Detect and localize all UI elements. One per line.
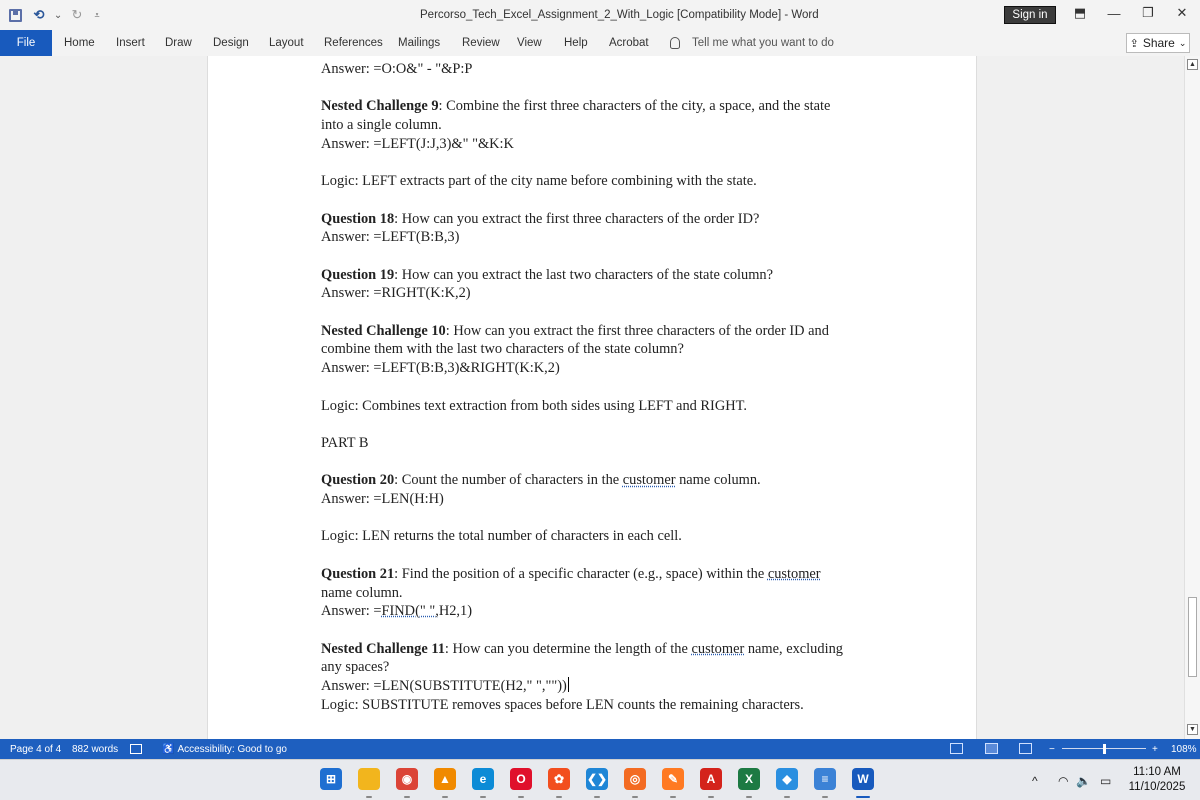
page-count[interactable]: Page 4 of 4	[10, 743, 62, 755]
question-heading: Nested Challenge 9	[321, 98, 439, 115]
print-layout-icon[interactable]	[985, 743, 998, 754]
document-line	[321, 210, 866, 229]
document-line	[321, 565, 866, 584]
line-text-after: name, excluding	[744, 640, 843, 657]
document-line	[321, 60, 866, 79]
web-layout-icon[interactable]	[1019, 743, 1032, 754]
zoom-slider-handle[interactable]	[1103, 744, 1106, 754]
blank-line	[321, 191, 866, 210]
line-text: : Find the position of a specific character (e.g., space) within the	[394, 565, 768, 582]
zoom-out-button[interactable]: −	[1049, 743, 1055, 755]
tab-references[interactable]: References	[324, 37, 383, 49]
line-text: Answer: =LEFT(J:J,3)&" "&K:K	[321, 135, 514, 152]
running-indicator	[556, 796, 562, 798]
line-text: name column.	[321, 584, 403, 601]
share-icon: ⇪	[1129, 37, 1139, 50]
redo-button[interactable]: ↻	[71, 7, 83, 22]
tell-me-label: Tell me what you want to do	[692, 37, 834, 49]
taskbar-opera-icon[interactable]: O	[510, 768, 532, 790]
question-heading: Question 21	[321, 565, 395, 582]
line-text: PART B	[321, 434, 369, 451]
running-indicator	[822, 796, 828, 798]
tell-me-search[interactable]	[670, 30, 834, 56]
running-indicator	[856, 796, 870, 798]
speaker-icon[interactable]: 🔈	[1076, 773, 1091, 788]
undo-button[interactable]: ⟲	[33, 7, 45, 22]
accessibility-status[interactable]	[162, 739, 287, 759]
taskbar	[0, 759, 1200, 800]
running-indicator	[366, 796, 372, 798]
scroll-down-icon[interactable]: ▼	[1187, 724, 1198, 735]
line-text: : Count the number of characters in the	[394, 472, 623, 489]
line-text: Logic: LEFT extracts part of the city name before combining with the state.	[321, 173, 757, 190]
line-text: Answer: =LEN(H:H)	[321, 491, 444, 508]
document-line	[321, 228, 866, 247]
running-indicator	[632, 796, 638, 798]
blank-line	[321, 303, 866, 322]
document-line	[321, 677, 866, 696]
running-indicator	[746, 796, 752, 798]
line-text: : How can you extract the last two characters of the state column?	[394, 266, 773, 283]
taskbar-postman-icon[interactable]: ◎	[624, 768, 646, 790]
running-indicator	[518, 796, 524, 798]
document-line	[321, 340, 866, 359]
question-heading: Nested Challenge 11	[321, 640, 445, 657]
document-page[interactable]	[207, 56, 977, 739]
blank-line	[321, 509, 866, 528]
taskbar-start-icon[interactable]: ⊞	[320, 768, 342, 790]
document-line	[321, 397, 866, 416]
document-line	[321, 490, 866, 509]
line-text: Logic: Combines text extraction from both sides using LEFT and RIGHT.	[321, 397, 747, 414]
clock-time: 11:10 AM	[1133, 766, 1181, 778]
document-line	[321, 584, 866, 603]
running-indicator	[670, 796, 676, 798]
question-heading: Question 18	[321, 210, 395, 227]
blank-line	[321, 546, 866, 565]
quick-access-toolbar	[6, 6, 102, 24]
question-heading: Question 20	[321, 472, 395, 489]
accessibility-label: Accessibility: Good to go	[177, 743, 287, 755]
line-text: combine them with the last two characters of the state column?	[321, 341, 684, 358]
tab-help[interactable]: Help	[564, 37, 588, 49]
question-heading: Nested Challenge 10	[321, 322, 446, 339]
share-label: Share	[1142, 36, 1175, 50]
line-text: : Combine the first three characters of the city, a space, and the state	[438, 98, 831, 115]
document-line	[321, 640, 866, 659]
tab-home[interactable]: Home	[64, 37, 95, 49]
taskbar-edge-icon[interactable]: e	[472, 768, 494, 790]
spelling-flagged-word[interactable]: FIND(" ",	[381, 603, 439, 620]
running-indicator	[784, 796, 790, 798]
blank-line	[321, 453, 866, 472]
taskbar-file-explorer-icon[interactable]	[358, 768, 380, 790]
line-text: : How can you extract the first three characters of the order ID?	[394, 210, 760, 227]
save-button[interactable]	[6, 6, 24, 24]
taskbar-word-icon[interactable]: W	[852, 768, 874, 790]
running-indicator	[594, 796, 600, 798]
battery-icon[interactable]: ▭	[1100, 773, 1112, 788]
taskbar-excel-icon[interactable]: X	[738, 768, 760, 790]
taskbar-todo-icon[interactable]: ✎	[662, 768, 684, 790]
sign-in-button[interactable]: Sign in	[1004, 6, 1056, 24]
clock[interactable]	[1120, 765, 1194, 795]
blank-line	[321, 247, 866, 266]
blank-line	[321, 79, 866, 98]
clock-date: 11/10/2025	[1128, 781, 1186, 793]
restore-button[interactable]: ❐	[1142, 5, 1154, 20]
vertical-scrollbar[interactable]	[1184, 56, 1200, 739]
line-text: any spaces?	[321, 659, 390, 676]
tab-insert[interactable]: Insert	[116, 37, 145, 49]
title-bar	[0, 0, 1200, 30]
line-text: Answer: =LEN(SUBSTITUTE(H2," ",""))	[321, 678, 567, 695]
document-line	[321, 97, 866, 116]
taskbar-acrobat-icon[interactable]: A	[700, 768, 722, 790]
line-text-after: H2,1)	[438, 603, 472, 620]
undo-dropdown-icon[interactable]: ⌄	[53, 9, 63, 21]
document-line	[321, 322, 866, 341]
customize-qat-icon[interactable]: ⩡	[94, 9, 100, 20]
document-line	[321, 696, 866, 715]
line-text-after: name column.	[675, 472, 761, 489]
taskbar-vlc-icon[interactable]: ▲	[434, 768, 456, 790]
tray-overflow-icon[interactable]: ^	[1032, 773, 1038, 788]
ribbon-display-icon[interactable]: ⬒	[1073, 5, 1087, 20]
status-bar	[0, 739, 1200, 759]
tab-draw[interactable]: Draw	[165, 37, 192, 49]
document-line	[321, 471, 866, 490]
document-line	[321, 135, 866, 154]
document-body[interactable]	[321, 60, 866, 714]
line-text: : How can you extract the first three characters of the order ID and	[445, 322, 829, 339]
line-text: Logic: SUBSTITUTE removes spaces before LEN counts the remaining characters.	[321, 696, 804, 713]
document-line	[321, 602, 866, 621]
save-icon	[9, 9, 22, 22]
tab-review[interactable]: Review	[462, 37, 500, 49]
taskbar-notepad-icon[interactable]: ≡	[814, 768, 836, 790]
line-text: Answer: =LEFT(B:B,3)	[321, 229, 460, 246]
scroll-up-icon[interactable]: ▲	[1187, 59, 1198, 70]
tab-layout[interactable]: Layout	[269, 37, 304, 49]
line-text: Answer: =LEFT(B:B,3)&RIGHT(K:K,2)	[321, 360, 560, 377]
running-indicator	[404, 796, 410, 798]
close-button[interactable]: ✕	[1176, 5, 1188, 20]
tab-acrobat[interactable]: Acrobat	[609, 37, 649, 49]
line-text: Answer: =O:O&" - "&P:P	[321, 61, 473, 77]
question-heading: Question 19	[321, 266, 395, 283]
line-text: Answer: =RIGHT(K:K,2)	[321, 285, 471, 302]
text-cursor	[568, 677, 569, 692]
document-line	[321, 266, 866, 285]
blank-line	[321, 378, 866, 397]
taskbar-vscode-icon[interactable]: ❮❯	[586, 768, 608, 790]
spelling-flagged-word[interactable]: customer	[691, 640, 745, 657]
document-line	[321, 527, 866, 546]
proofing-icon[interactable]	[130, 739, 142, 759]
blank-line	[321, 154, 866, 173]
document-line	[321, 116, 866, 135]
tab-design[interactable]: Design	[213, 37, 249, 49]
line-text: Answer: =	[321, 603, 382, 620]
taskbar-figma-icon[interactable]: ✿	[548, 768, 570, 790]
wifi-icon[interactable]: ◠	[1058, 773, 1069, 788]
zoom-in-button[interactable]: +	[1152, 743, 1158, 755]
tab-view[interactable]: View	[517, 37, 542, 49]
document-line	[321, 284, 866, 303]
document-line	[321, 359, 866, 378]
spelling-flagged-word[interactable]: customer	[767, 565, 821, 582]
document-line	[321, 658, 866, 677]
share-button[interactable]	[1126, 33, 1190, 53]
running-indicator	[480, 796, 486, 798]
spelling-flagged-word[interactable]: customer	[622, 472, 676, 489]
running-indicator	[442, 796, 448, 798]
lightbulb-icon	[670, 37, 680, 49]
scroll-thumb[interactable]	[1188, 597, 1197, 677]
accessibility-icon: ♿	[162, 743, 175, 755]
line-text: Logic: LEN returns the total number of characters in each cell.	[321, 528, 682, 545]
chevron-down-icon: ⌄	[1178, 37, 1187, 48]
zoom-level[interactable]: 108%	[1171, 743, 1197, 755]
document-title: Percorso_Tech_Excel_Assignment_2_With_Logic [Compatibility Mode] - Word	[420, 9, 819, 21]
taskbar-photos-icon[interactable]: ◆	[776, 768, 798, 790]
read-mode-icon[interactable]	[950, 743, 963, 754]
blank-line	[321, 415, 866, 434]
document-line	[321, 434, 866, 453]
document-canvas	[0, 56, 1184, 739]
running-indicator	[708, 796, 714, 798]
word-count[interactable]: 882 words	[72, 743, 119, 755]
document-line	[321, 172, 866, 191]
tab-mailings[interactable]: Mailings	[398, 37, 441, 49]
line-text: : How can you determine the length of the	[444, 640, 692, 657]
minimize-button[interactable]: —	[1107, 5, 1121, 21]
taskbar-chrome-icon[interactable]: ◉	[396, 768, 418, 790]
ribbon-tabs	[0, 30, 1200, 56]
blank-line	[321, 621, 866, 640]
line-text: into a single column.	[321, 117, 442, 134]
tab-file[interactable]: File	[0, 30, 52, 56]
